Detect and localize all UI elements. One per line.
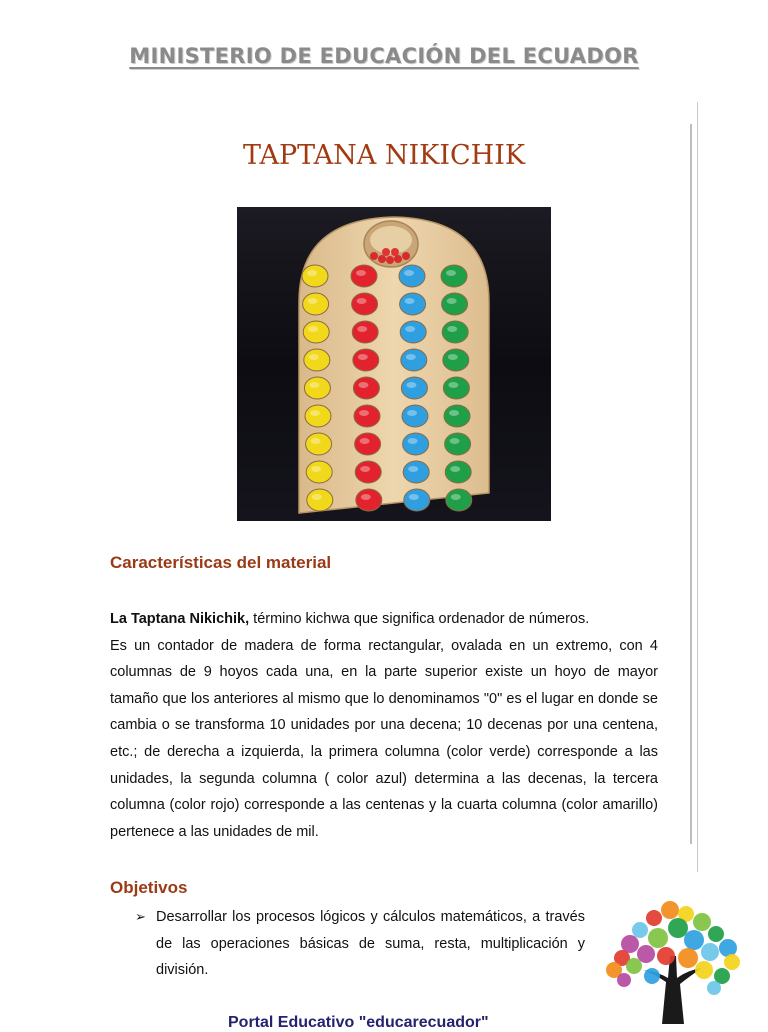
hole-red (355, 461, 381, 483)
hole-yellow (306, 461, 332, 483)
hole-shine (408, 438, 418, 444)
hand-dot (701, 943, 719, 961)
hole-shine (357, 298, 367, 304)
hole-shine (360, 438, 370, 444)
hand-dot (617, 973, 631, 987)
characteristics-paragraph (110, 606, 658, 845)
hand-dot (724, 954, 740, 970)
hole-shine (307, 270, 317, 276)
document-title: TAPTANA NIKICHIK (242, 140, 526, 171)
hole-green (446, 489, 472, 511)
hole-shine (405, 298, 415, 304)
body-text: Es un contador de madera de forma rectangular, ovalada en un extremo, con 4 columnas de 9 hoyos cada una, en la parte superior existe un hoyo de mayor tamaño que los anteriores al mismo que lo denominamos "0" es el lugar en donde se cambia o se transforma 10 unidades por una decena; 10 decenas por una centena, etc.; de derecha a izquierda, la primera columna (color verde) corresponde a las unidades, la segunda columna ( color azul) determina a las decenas, la tercera columna (color rojo) corresponde a las centenas y la cuarta columna (color amarillo) pertenece a las unidades de mil. (110, 637, 658, 840)
margin-rule-inner (690, 124, 692, 844)
hole-shine (358, 354, 368, 360)
hole-blue (402, 405, 428, 427)
hole-shine (359, 410, 369, 416)
arrow-bullet-icon: ➢ (135, 909, 146, 924)
hole-blue (399, 265, 425, 287)
hole-blue (403, 461, 429, 483)
hole-shine (310, 410, 320, 416)
hole-shine (361, 494, 371, 500)
hole-blue (403, 433, 429, 455)
hole-green (443, 377, 469, 399)
objective-text: Desarrollar los procesos lógicos y cálculos matemáticos, a través de las operaciones básicas de suma, resta, multiplicación y división. (156, 909, 585, 979)
hole-blue (401, 377, 427, 399)
hole-shine (447, 298, 457, 304)
hole-shine (448, 382, 458, 388)
hand-dot (678, 948, 698, 968)
hand-dot (657, 947, 675, 965)
hand-dot (632, 922, 648, 938)
hole-shine (406, 354, 416, 360)
hole-shine (450, 466, 460, 472)
hole-red (356, 489, 382, 511)
hole-red (353, 349, 379, 371)
hole-green (441, 265, 467, 287)
margin-rule (697, 102, 698, 872)
hand-dot (661, 901, 679, 919)
hole-shine (360, 466, 370, 472)
hole-shine (309, 382, 319, 388)
hole-green (445, 433, 471, 455)
hole-shine (311, 466, 321, 472)
hole-yellow (304, 349, 330, 371)
hole-red (354, 405, 380, 427)
hole-shine (408, 466, 418, 472)
hole-shine (450, 438, 460, 444)
hole-shine (407, 410, 417, 416)
hole-shine (449, 410, 459, 416)
hole-shine (447, 326, 457, 332)
hole-shine (406, 382, 416, 388)
hand-dot (719, 939, 737, 957)
hole-green (442, 293, 468, 315)
hand-dot (707, 981, 721, 995)
hole-red (352, 293, 378, 315)
hole-blue (400, 321, 426, 343)
hole-shine (356, 270, 366, 276)
hole-green (442, 321, 468, 343)
hole-yellow (305, 405, 331, 427)
hole-shine (409, 494, 419, 500)
section-heading-characteristics: Características del material (110, 553, 332, 572)
hole-shine (311, 438, 321, 444)
hand-tree-logo-icon (594, 896, 752, 1024)
hole-shine (451, 494, 461, 500)
hole-blue (401, 349, 427, 371)
footer-text: Portal Educativo "educarecuador" (228, 1014, 489, 1031)
hole-blue (400, 293, 426, 315)
hole-shine (312, 494, 322, 500)
hand-dot (668, 918, 688, 938)
hole-blue (404, 489, 430, 511)
hand-dot (684, 930, 704, 950)
hand-dot (693, 913, 711, 931)
intro-rest: término kichwa que significa ordenador de números. (249, 611, 590, 627)
objective-item (135, 904, 585, 984)
hole-yellow (303, 321, 329, 343)
hole-red (353, 377, 379, 399)
hole-shine (358, 382, 368, 388)
hole-yellow (303, 293, 329, 315)
hole-yellow (306, 433, 332, 455)
hole-yellow (302, 265, 328, 287)
hole-shine (404, 270, 414, 276)
hole-shine (308, 326, 318, 332)
hole-shine (308, 298, 318, 304)
hole-shine (448, 354, 458, 360)
intro-bold: La Taptana Nikichik, (110, 611, 250, 627)
hole-red (352, 321, 378, 343)
hand-dot (646, 910, 662, 926)
hole-yellow (304, 377, 330, 399)
hole-red (351, 265, 377, 287)
hand-dot (648, 928, 668, 948)
hole-shine (405, 326, 415, 332)
ministry-header: MINISTERIO DE EDUCACIÓN DEL ECUADOR (129, 44, 639, 68)
hand-dot (637, 945, 655, 963)
hole-green (445, 461, 471, 483)
hole-shine (446, 270, 456, 276)
hole-shine (357, 326, 367, 332)
hand-dot (708, 926, 724, 942)
hand-dot (695, 961, 713, 979)
hole-red (355, 433, 381, 455)
hand-dot (644, 968, 660, 984)
hole-green (443, 349, 469, 371)
taptana-photo (237, 207, 551, 521)
hole-shine (309, 354, 319, 360)
hand-dot (626, 958, 642, 974)
section-heading-objectives: Objetivos (110, 878, 188, 897)
hole-yellow (307, 489, 333, 511)
hole-green (444, 405, 470, 427)
